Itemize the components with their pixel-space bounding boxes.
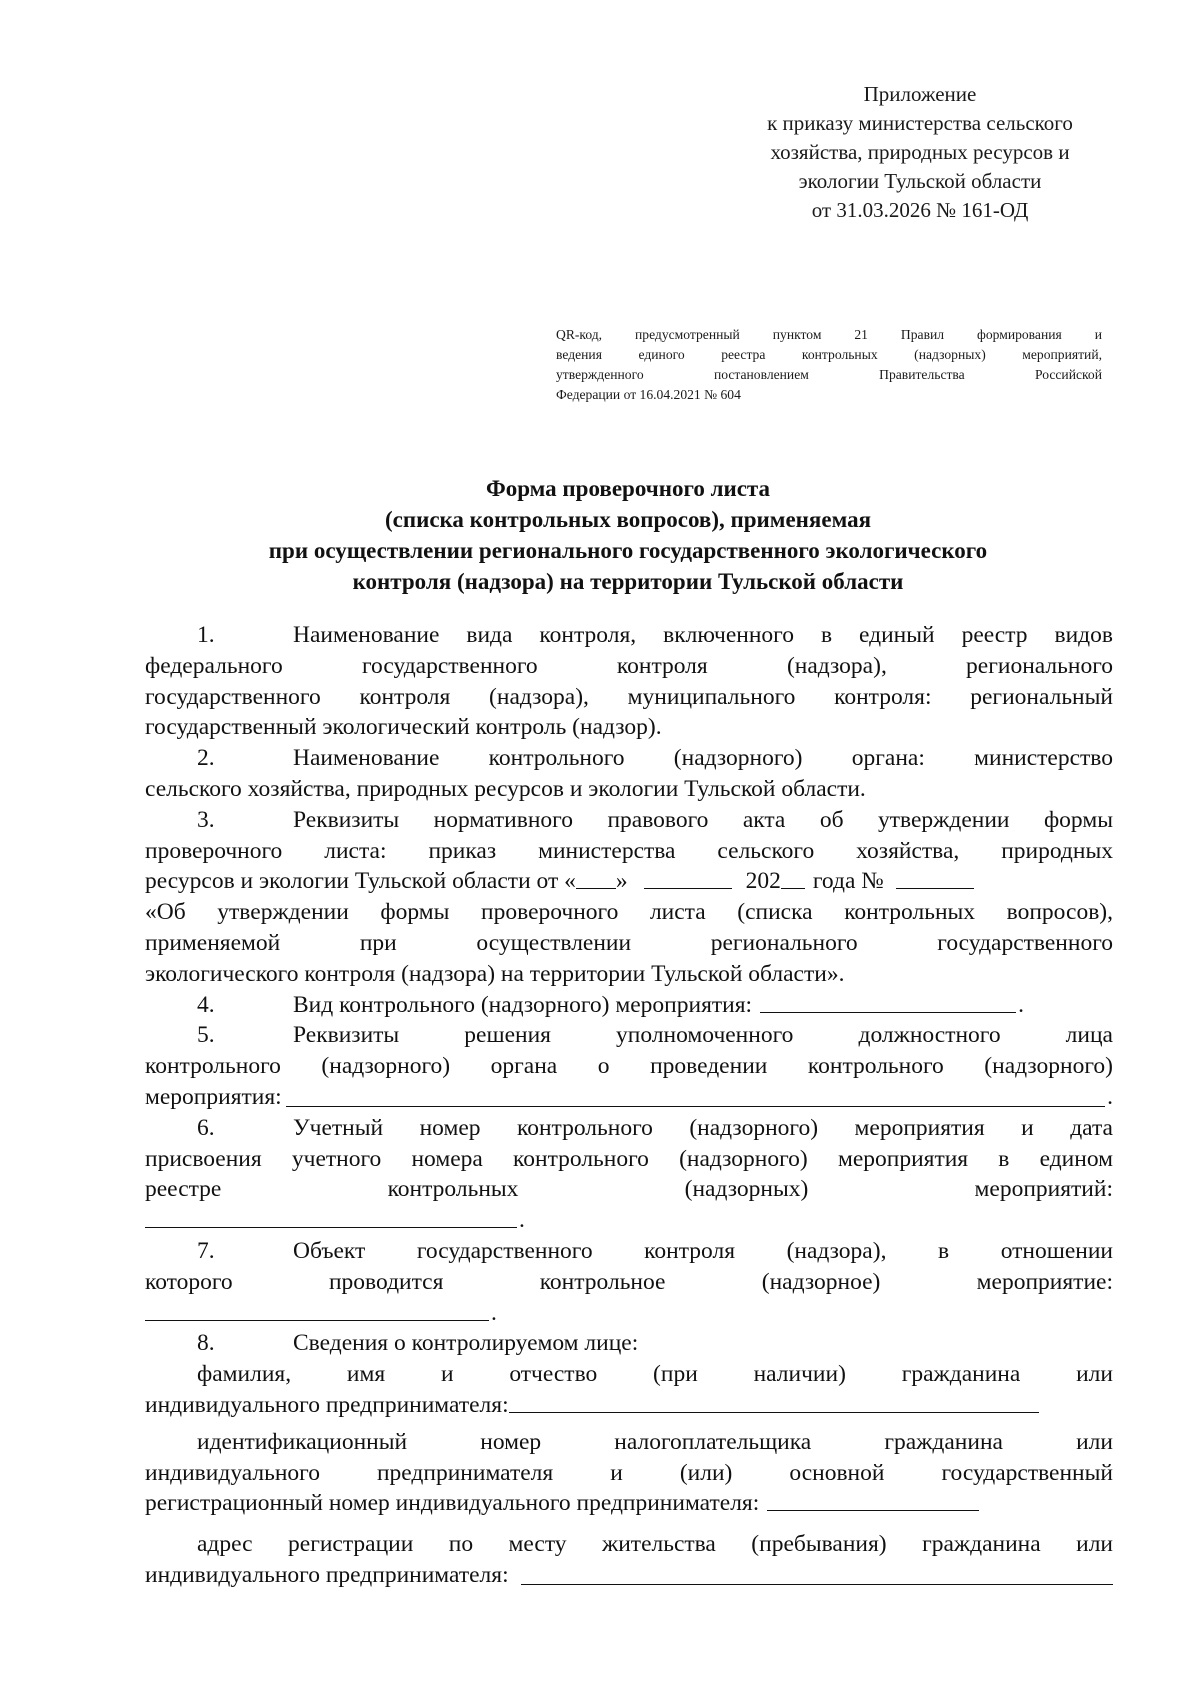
title-line: контроля (надзора) на территории Тульской области: [352, 569, 904, 594]
item-text: индивидуального предпринимателя и (или) основной государственный: [145, 1459, 1113, 1486]
control-object-blank: [145, 1298, 489, 1321]
item-number: 4.: [197, 991, 215, 1018]
inn-blank: [767, 1488, 979, 1511]
address-line: [145, 1560, 1113, 1591]
qr-code-note: [556, 325, 1102, 405]
item-8: [145, 1328, 1113, 1359]
item-4: 4. Вид контрольного (надзорного) мероприятия: .: [145, 990, 1113, 1021]
item-number: 7.: [197, 1237, 215, 1264]
appendix-line: к приказу министерства сельского: [767, 111, 1073, 135]
item-text: Объект государственного контроля (надзора), в отношении: [293, 1237, 1113, 1264]
item-number: 1.: [197, 622, 215, 648]
item-text: индивидуального предпринимателя:: [145, 1391, 509, 1418]
inn-line: [145, 1488, 1113, 1519]
item-text: Реквизиты нормативного правового акта об утверждении формы: [293, 806, 1113, 833]
appendix-line: Приложение: [863, 82, 977, 106]
qr-note-line: QR-код, предусмотренный пунктом 21 Правил формирования и: [556, 327, 1102, 342]
registry-number-blank: [145, 1205, 517, 1228]
title-line: (списка контрольных вопросов), применяемая: [384, 507, 872, 532]
item-text: Наименование вида контроля, включенного в единый реестр видов: [293, 622, 1113, 648]
qr-note-line: Федерации от 16.04.2021 № 604: [556, 387, 741, 402]
item-text: регистрационный номер индивидуального предпринимателя:: [145, 1490, 760, 1517]
form-body: [145, 620, 1113, 1591]
item-text: государственный экологический контроль (надзор).: [145, 714, 662, 741]
decision-details-line: мероприятия: .: [145, 1082, 1113, 1113]
control-object-line: .: [145, 1298, 1113, 1329]
item-text: контрольного (надзорного) органа о проведении контрольного (надзорного): [145, 1053, 1113, 1080]
item-text: которого проводится контрольное (надзорное) мероприятие:: [145, 1268, 1113, 1295]
order-number-blank: [896, 866, 974, 889]
item-text: «Об утверждении формы проверочного листа (списка контрольных вопросов),: [145, 899, 1113, 926]
item-text: адрес регистрации по месту жительства (пребывания) гражданина или: [197, 1531, 1113, 1558]
registry-number-line: .: [145, 1205, 1113, 1236]
item-6: [145, 1113, 1113, 1144]
item-text: идентификационный номер налогоплательщика гражданина или: [197, 1428, 1113, 1455]
item-number: 2.: [197, 745, 215, 772]
title-line: при осуществлении регионального государственного экологического: [268, 538, 988, 563]
item-number: 8.: [197, 1330, 215, 1357]
year-blank: [781, 866, 805, 889]
item-3: [145, 805, 1113, 836]
decision-details-blank: [286, 1082, 1105, 1107]
item-text: Реквизиты решения уполномоченного должностного лица: [293, 1022, 1113, 1049]
appendix-header: [640, 80, 1200, 225]
order-date-line: [145, 866, 1113, 897]
item-text: сельского хозяйства, природных ресурсов и экологии Тульской области.: [145, 775, 866, 802]
full-name-line: [145, 1390, 1113, 1421]
item-text: фамилия, имя и отчество (при наличии) гражданина или: [197, 1361, 1113, 1388]
address-blank: [521, 1560, 1113, 1585]
appendix-line: экологии Тульской области: [798, 169, 1042, 193]
appendix-line: хозяйства, природных ресурсов и: [770, 140, 1070, 164]
item-text: ресурсов и экологии Тульской области от «: [145, 868, 576, 895]
month-blank: [644, 866, 732, 889]
qr-note-line: утвержденного постановлением Правительства Российской: [556, 367, 1102, 382]
item-text: года №: [812, 868, 884, 895]
event-type-blank: [760, 990, 1016, 1013]
item-text: присвоения учетного номера контрольного (надзорного) мероприятия в едином: [145, 1145, 1113, 1172]
item-2: [145, 743, 1113, 774]
day-blank: [576, 866, 616, 889]
qr-note-line: ведения единого реестра контрольных (надзорных) мероприятий,: [556, 347, 1102, 362]
item-text: »: [615, 868, 628, 895]
item-number: 3.: [197, 806, 215, 833]
item-text: проверочного листа: приказ министерства сельского хозяйства, природных: [145, 837, 1113, 864]
appendix-order-date: от 31.03.2026 № 161-ОД: [811, 198, 1029, 222]
full-name-blank: [509, 1390, 1039, 1413]
item-number: 6.: [197, 1114, 215, 1141]
item-7: [145, 1236, 1113, 1267]
item-text: индивидуального предпринимателя:: [145, 1561, 509, 1588]
title-line: Форма проверочного листа: [485, 476, 771, 501]
item-5: [145, 1020, 1113, 1051]
item-text: 202: [745, 868, 781, 895]
item-1: [145, 620, 1113, 651]
item-text: мероприятия:: [145, 1083, 282, 1110]
item-text: Учетный номер контрольного (надзорного) мероприятия и дата: [293, 1114, 1113, 1141]
item-text: Сведения о контролируемом лице:: [293, 1330, 639, 1357]
item-text: Вид контрольного (надзорного) мероприятия:: [293, 991, 753, 1018]
item-text: федерального государственного контроля (надзора), регионального: [145, 652, 1113, 679]
item-text: Наименование контрольного (надзорного) органа: министерство: [293, 745, 1113, 772]
item-text: экологического контроля (надзора) на территории Тульской области».: [145, 960, 845, 987]
document-title: [140, 473, 1116, 597]
item-number: 5.: [197, 1022, 215, 1049]
item-text: реестре контрольных (надзорных) мероприятий:: [145, 1176, 1113, 1203]
item-text: применяемой при осуществлении регионального государственного: [145, 929, 1113, 956]
item-text: государственного контроля (надзора), муниципального контроля: региональный: [145, 683, 1113, 710]
